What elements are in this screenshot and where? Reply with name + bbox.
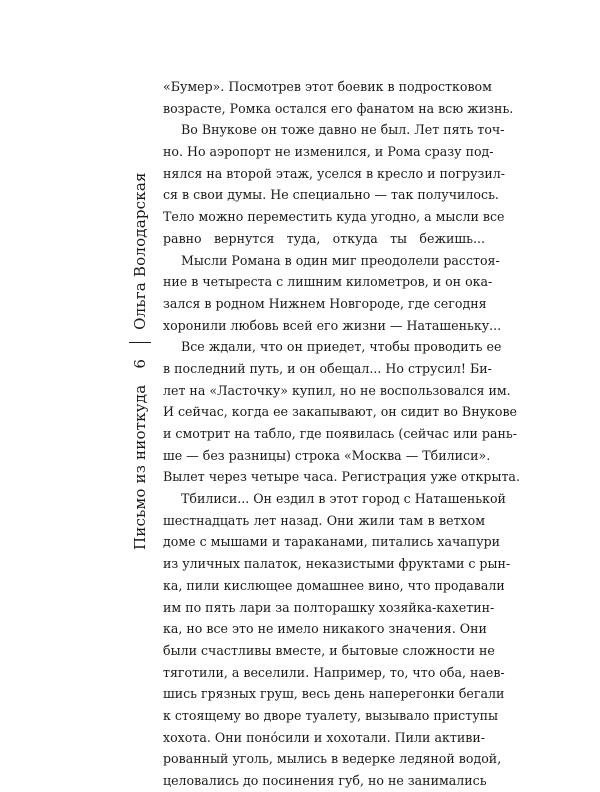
text-line: ка, но все это не имело никакого значения. Они: [163, 621, 487, 637]
text-line: Тбилиси... Он ездил в этот город с Наташенькой: [181, 491, 506, 507]
text-line: тяготили, а веселили. Например, то, что оба, наев-: [163, 664, 505, 680]
body-text: [163, 76, 520, 792]
text-line: рованный уголь, мылись в ведерке ледяной водой,: [163, 751, 502, 767]
author-name: Ольга Володарская: [131, 172, 149, 330]
text-line: доме с мышами и тараканами, питались хачапури: [163, 534, 501, 550]
text-line: хохота. Они поно́сили и хохотали. Пили активи-: [163, 729, 485, 745]
text-line: лет на «Ласточку» купил, но не воспользовался им.: [163, 382, 511, 398]
text-line: Тело можно переместить куда угодно, а мысли все: [163, 209, 505, 225]
text-line: были счастливы вместе, и бытовые сложности не: [163, 642, 495, 658]
text-line: Вылет через четыре часа. Регистрация уже открыта.: [163, 469, 520, 485]
text-line: шись грязных груш, весь день наперегонки бегали: [163, 686, 505, 702]
text-line: ние в четыреста с лишним километров, и он ока-: [163, 274, 493, 290]
text-line: нялся на второй этаж, уселся в кресло и погрузил-: [163, 165, 506, 181]
text-line: целовались до посинения губ, но не занимались: [163, 773, 487, 788]
text-line: ше — без разницы) строка «Москва — Тбилиси».: [163, 447, 491, 463]
text-line: из уличных палаток, неказистыми фруктами с рын-: [163, 556, 511, 572]
book-title: Письмо из ниоткуда: [131, 384, 149, 550]
text-line: возрасте, Ромка остался его фанатом на всю жизнь.: [163, 100, 514, 116]
text-line: Во Внукове он тоже давно не был. Лет пять точ-: [181, 122, 505, 138]
text-line: зался в родном Нижнем Новгороде, где сегодня: [163, 295, 487, 311]
text-line: но. Но аэропорт не изменился, и Рома сразу под-: [163, 144, 494, 160]
running-head: [120, 120, 160, 550]
text-line: «Бумер». Посмотрев этот боевик в подростковом: [163, 79, 492, 94]
text-line: шестнадцать лет назад. Они жили там в ветхом: [163, 512, 485, 528]
text-line: равно вернутся туда, откуда ты бежишь...: [163, 230, 485, 246]
text-line: ся в свои думы. Не специально — так получилось.: [163, 187, 499, 203]
page-number: 6: [131, 358, 149, 369]
text-line: хоронили любовь всей его жизни — Наташеньку...: [163, 317, 502, 333]
text-line: и смотрит на табло, где появилась (сейчас или рань-: [163, 426, 517, 441]
text-line: в последний путь, и он обещал... Но струсил! Би-: [163, 360, 492, 376]
text-line: Все ждали, что он приедет, чтобы проводить ее: [181, 339, 502, 355]
text-line: ка, пили кислющее домашнее вино, что продавали: [163, 577, 505, 593]
text-line: И сейчас, когда ее закапывают, он сидит во Внукове: [163, 404, 517, 420]
text-line: Мысли Романа в один миг преодолели расстоя-: [181, 252, 500, 268]
running-head-divider: [129, 342, 151, 343]
text-line: к стоящему во дворе туалету, вызывало приступы: [163, 707, 499, 723]
text-line: им по пять лари за полторашку хозяйка-кахетин-: [163, 599, 495, 615]
